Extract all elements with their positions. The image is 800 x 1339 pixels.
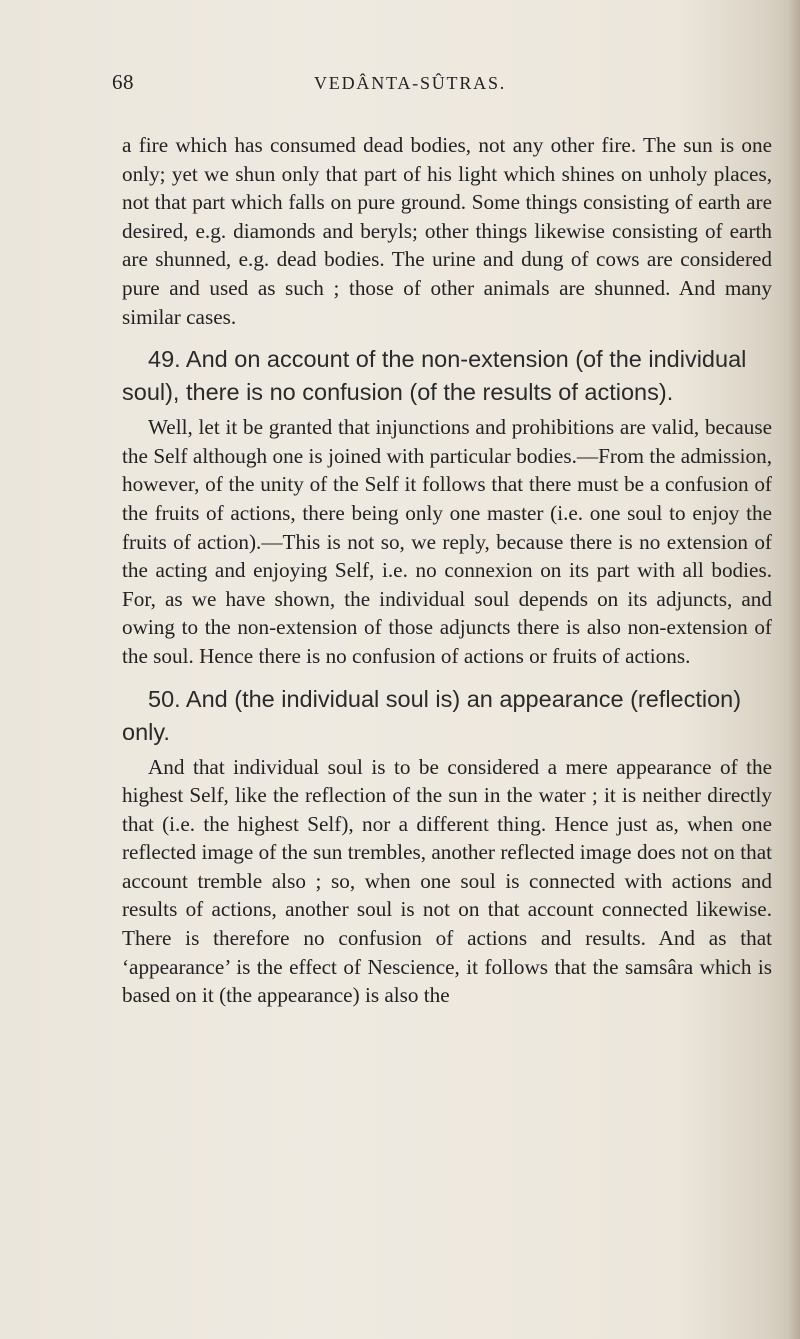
page-header — [112, 70, 780, 100]
paragraph-sutra-49-commentary: Well, let it be granted that injunctions and prohibitions are valid, because the Self although one is joined with particular bodies.—From the admission, however, of the unity of the Self it follows that there must be a confusion of the fruits of actions, there being only one master (i.e. one soul to enjoy the fruits of action).—This is not so, we reply, because there is no extension of the acting and enjoying Self, i.e. no connexion on its part with all bodies. For, as we have shown, the individual soul depends on its adjuncts, and owing to the non-extension of those adjuncts there is also non-extension of the soul. Hence there is no confusion of actions or fruits of actions. — [122, 415, 772, 668]
page-edge-shadow — [788, 0, 800, 1339]
page-body — [122, 131, 772, 1022]
paragraph-continuation: a fire which has consumed dead bodies, not any other fire. The sun is one only; yet we shun only that part of his light which shines on unholy places, not that part which falls on pure ground. Some things consisting of earth are desired, e.g. diamonds and beryls; other things likewise consisting of earth are shunned, e.g. dead bodies. The urine and dung of cows are considered pure and used as such ; those of other animals are shunned. And many similar cases. — [122, 133, 772, 329]
page-number: 68 — [112, 70, 134, 94]
paragraph-sutra-50-commentary: And that individual soul is to be considered a mere appearance of the highest Self, like the reflection of the sun in the water ; it is neither directly that (i.e. the highest Self), nor a different thing. Hence just as, when one reflected image of the sun trembles, another reflected image does not on that account tremble also ; so, when one soul is connected with actions and results of actions, another soul is not on that account connected likewise. There is therefore no confusion of actions and results. And as that ‘appearance’ is the effect of Nescience, it follows that the samsâra which is based on it (the appearance) is also the — [122, 754, 772, 1008]
sutra-50-heading: 50. And (the individual soul is) an appearance (reflection) only. — [122, 685, 742, 745]
sutra-49-heading: 49. And on account of the non-extension (of the individual soul), there is no confusion (of the results of actions). — [122, 346, 747, 406]
running-head: VEDÂNTA-SÛTRAS. — [314, 73, 507, 93]
